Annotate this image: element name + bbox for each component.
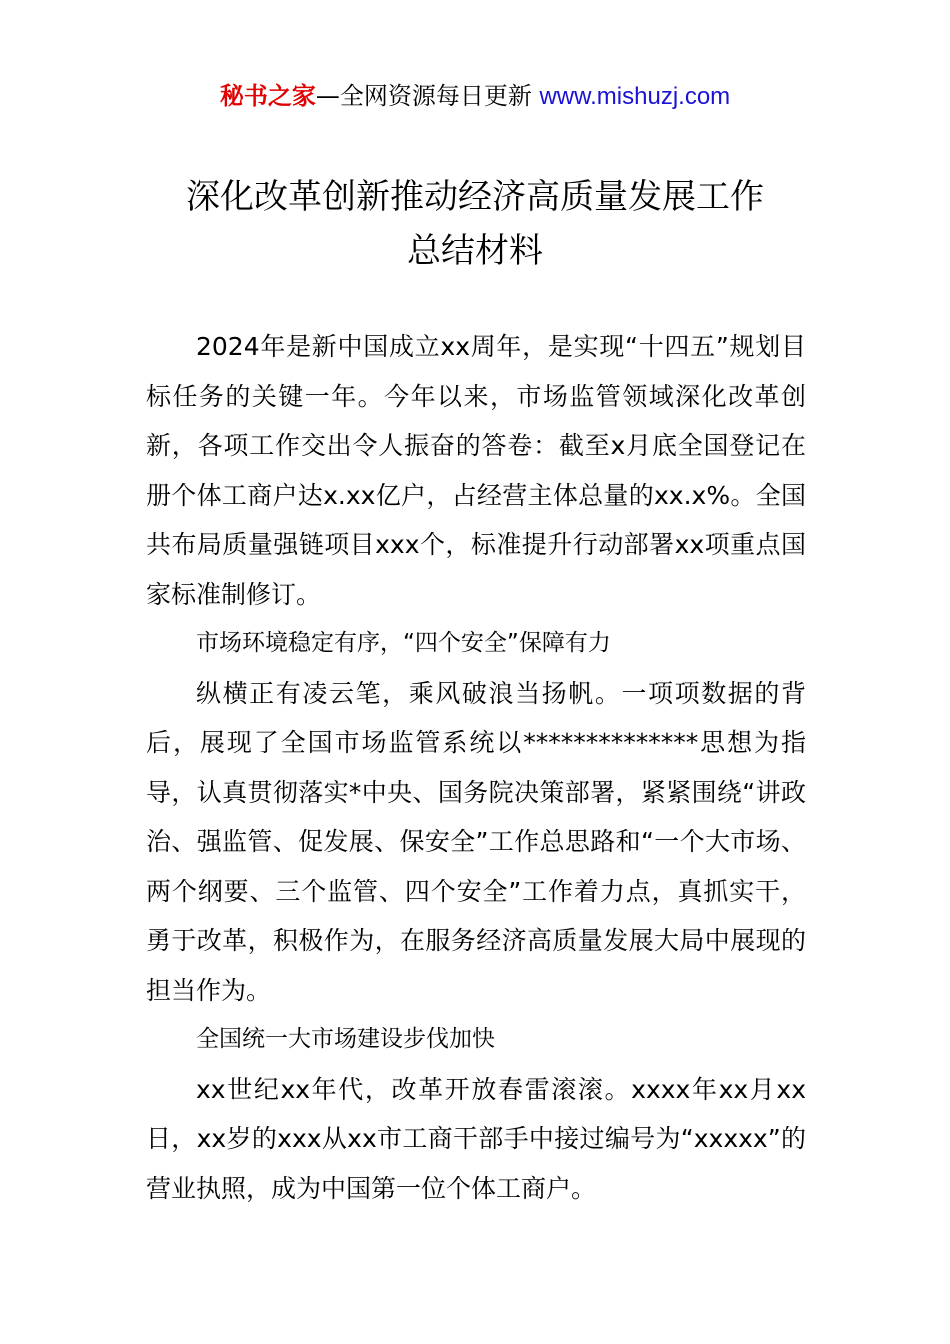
title-line-2: 总结材料	[407, 231, 543, 271]
paragraph-history: xx世纪xx年代，改革开放春雷滚滚。xxxx年xx月xx日，xx岁的xxx从xx市工商干部手中接过编号为“xxxxx”的营业执照，成为中国第一位个体工商户。	[146, 1074, 806, 1203]
paragraph-intro: 2024年是新中国成立xx周年，是实现“十四五”规划目标任务的关键一年。今年以来，市场监管领域深化改革创新，各项工作交出令人振奋的答卷：截至x月底全国登记在册个体工商户达x.xx亿户，占经营主体总量的xx.x%。全国共布局质量强链项目xxx个，标准提升行动部署xx项重点国家标准制修订。	[146, 332, 806, 609]
document-title	[0, 170, 950, 278]
document-body	[146, 322, 806, 1213]
paragraph-achievements: 纵横正有凌云笔，乘风破浪当扬帆。一项项数据的背后，展现了全国市场监管系统以**************思想为指导，认真贯彻落实*中央、国务院决策部署，紧紧围绕“讲政治、强监管、促发展、保安全”工作总思路和“一个大市场、两个纲要、三个监管、四个安全”工作着力点，真抓实干，勇于改革，积极作为，在服务经济高质量发展大局中展现的担当作为。	[146, 678, 806, 1005]
section-heading-market-environment: 市场环境稳定有序，“四个安全”保障有力	[196, 630, 611, 656]
banner-tagline: —全网资源每日更新	[315, 82, 540, 110]
title-line-1: 深化改革创新推动经济高质量发展工作	[186, 177, 764, 217]
site-url-link[interactable]: www.mishuzj.com	[539, 83, 731, 110]
brand-name: 秘书之家	[219, 82, 316, 110]
section-heading-unified-market: 全国统一大市场建设步伐加快	[196, 1026, 495, 1052]
site-banner	[0, 80, 950, 113]
